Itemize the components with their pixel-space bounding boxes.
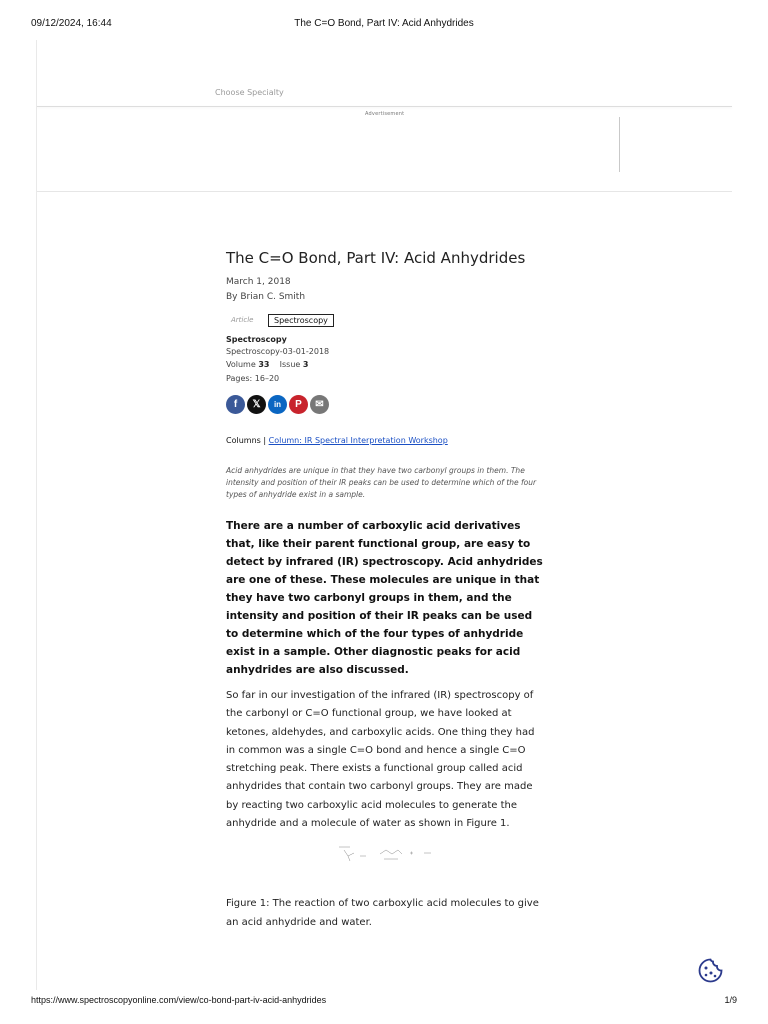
issue-number: 3: [302, 360, 309, 369]
page-left-border: [36, 40, 37, 990]
ad-divider: [37, 191, 732, 192]
print-header: [31, 18, 737, 32]
article-title: The C=O Bond, Part IV: Acid Anhydrides: [226, 249, 526, 267]
choose-specialty-link[interactable]: Choose Specialty: [215, 88, 284, 97]
email-icon: ✉: [315, 399, 324, 410]
journal-name[interactable]: Spectroscopy: [226, 335, 287, 344]
figure-1-image[interactable]: [336, 842, 434, 864]
pinterest-share-button[interactable]: [289, 395, 308, 414]
print-datetime: 09/12/2024, 16:44: [31, 18, 112, 29]
column-link[interactable]: Column: IR Spectral Interpretation Workshop: [268, 436, 448, 445]
pages-range: Pages: 16–20: [226, 374, 280, 383]
volume-label: Volume: [226, 360, 256, 369]
article-body-paragraph: So far in our investigation of the infrared (IR) spectroscopy of the carbonyl or C=O functional group, we have looked at ketones, aldehydes, and carboxylic acids. One thing they had in common was a single C=O bond and hence a single C=O stretching peak. There exists a functional group called acid anhydrides that contain two carbonyl groups. They are made by reacting two carboxylic acid molecules to generate the anhydride and a molecule of water as shown in Figure 1.: [226, 690, 535, 830]
facebook-share-button[interactable]: [226, 395, 245, 414]
columns-separator: |: [263, 436, 267, 445]
linkedin-icon: in: [273, 400, 282, 409]
print-page-title: The C=O Bond, Part IV: Acid Anhydrides: [294, 18, 474, 29]
x-icon: 𝕏: [252, 399, 261, 410]
journal-issue-id[interactable]: Spectroscopy-03-01-2018: [226, 347, 330, 356]
volume-issue: [226, 360, 308, 369]
columns-line: [226, 436, 448, 445]
print-footer: [31, 995, 737, 1009]
columns-label: Columns: [226, 436, 261, 445]
email-share-button[interactable]: [310, 395, 329, 414]
figure-1-caption: Figure 1: The reaction of two carboxylic acid molecules to give an acid anhydride and water.: [226, 898, 539, 928]
article-author[interactable]: By Brian C. Smith: [226, 292, 306, 302]
advertisement-label: Advertisement: [365, 111, 405, 117]
x-share-button[interactable]: [247, 395, 266, 414]
issue-label: Issue: [279, 360, 301, 369]
cookie-settings-button[interactable]: [697, 957, 724, 984]
journal-badge[interactable]: Spectroscopy: [268, 314, 334, 327]
volume-number: 33: [258, 360, 270, 369]
article-abstract: Acid anhydrides are unique in that they have two carbonyl groups in them. The intensity and position of their IR peaks can be used to determine which of the four types of anhydride exist in a sample.: [226, 466, 537, 499]
header-divider: [37, 106, 732, 107]
article-date: March 1, 2018: [226, 277, 291, 287]
print-page-number: 1/9: [724, 995, 737, 1005]
facebook-icon: f: [233, 399, 238, 410]
article-type-label: Article: [231, 316, 254, 324]
print-url: https://www.spectroscopyonline.com/view/co-bond-part-iv-acid-anhydrides: [31, 995, 327, 1005]
pinterest-icon: P: [295, 399, 302, 410]
advertisement-slot: [619, 117, 620, 172]
cookie-icon: [697, 957, 724, 984]
article-lead: There are a number of carboxylic acid derivatives that, like their parent functional group, are easy to detect by infrared (IR) spectroscopy. Acid anhydrides are one of these. These molecules are unique in that they have two carbonyl groups in them, and the intensity and position of their IR peaks can be used to determine which of the four types of anhydride exist in a sample. Other diagnostic peaks for acid anhydrides are also discussed.: [226, 520, 543, 676]
linkedin-share-button[interactable]: [268, 395, 287, 414]
